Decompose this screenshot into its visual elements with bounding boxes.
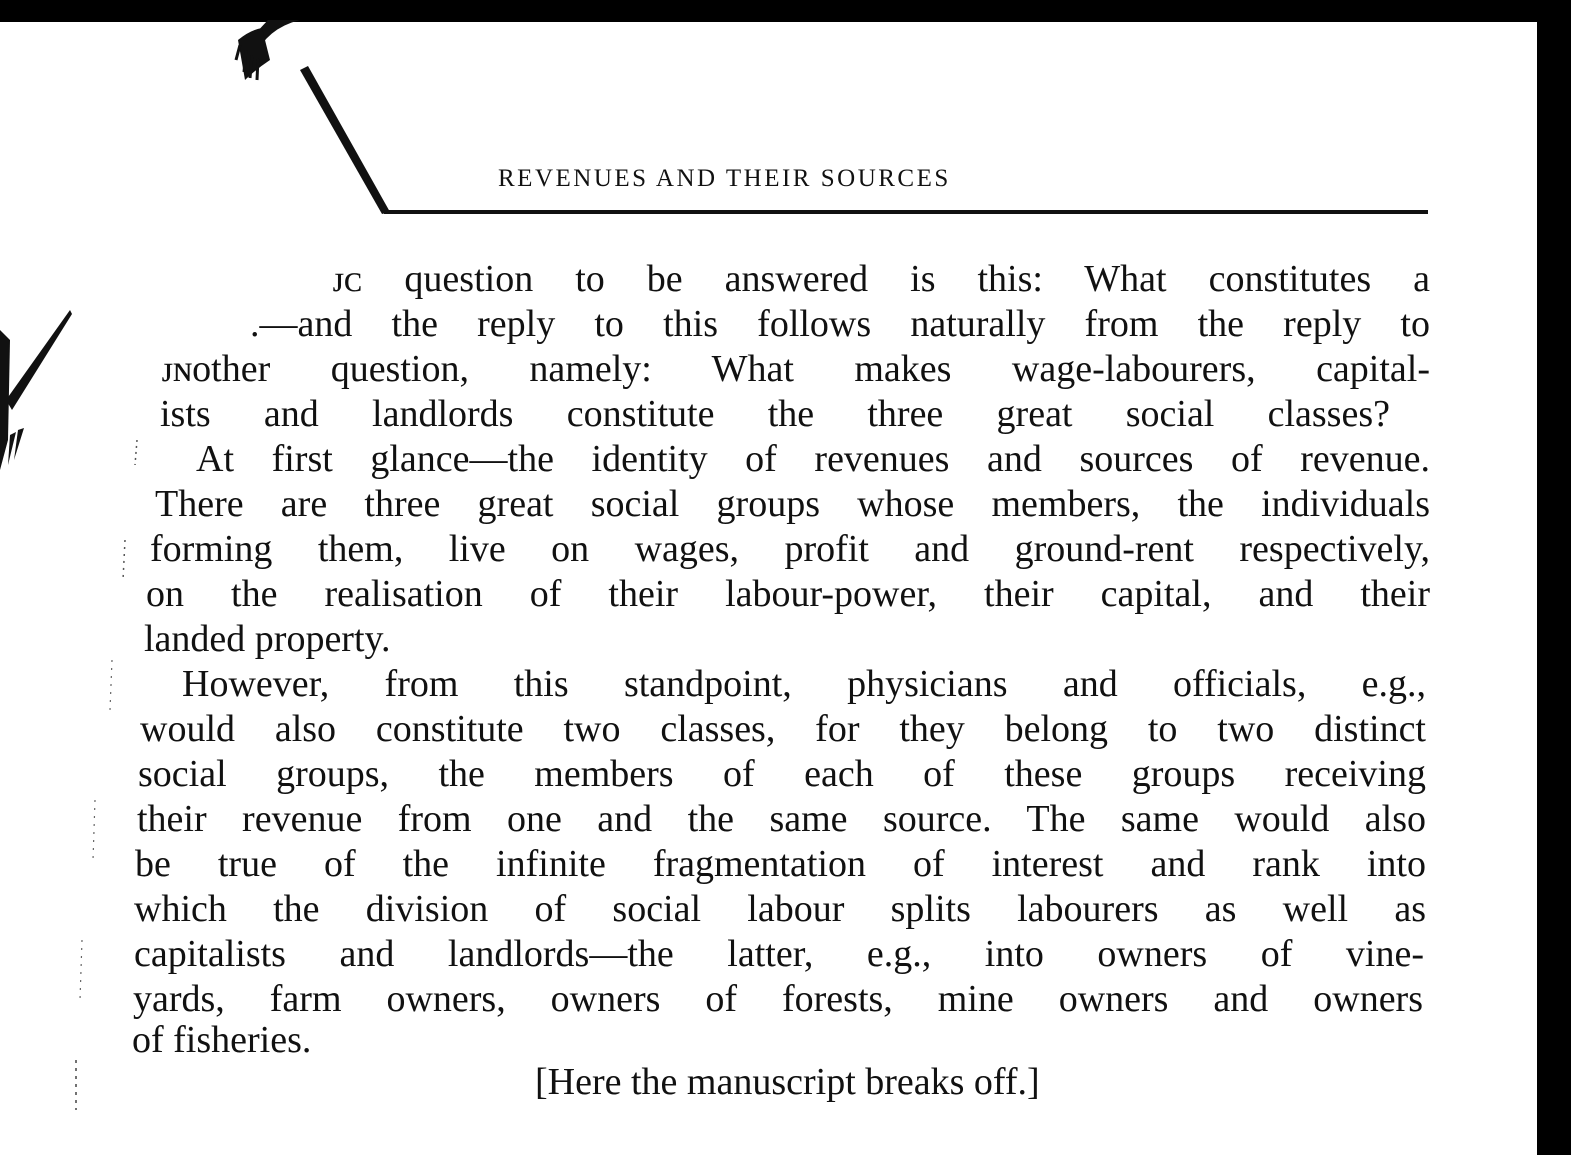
text-line: of fisheries. [132, 1019, 312, 1061]
text-line: forming them, live on wages, profit and ground-rent respectively, [150, 528, 1430, 570]
running-head: REVENUES AND THEIR SOURCES [498, 165, 951, 192]
text-line: landed property. [144, 618, 391, 660]
text-line: At first glance—the identity of revenues and sources of revenue. [196, 438, 1430, 480]
text-line: be true of the infinite fragmentation of interest and rank into [135, 843, 1426, 885]
text-line: .—and the reply to this follows naturally from the reply to [250, 303, 1430, 345]
text-line: There are three great social groups whose members, the individuals [155, 483, 1430, 525]
text-line: yards, farm owners, owners of forests, mine owners and owners [133, 978, 1423, 1020]
closing-note: [Here the manuscript breaks off.] [535, 1061, 1040, 1103]
text-line: would also constitute two classes, for they belong to two distinct [140, 708, 1426, 750]
text-line: ists and landlords constitute the three great social classes? [160, 393, 1390, 435]
text-line: capitalists and landlords—the latter, e.g., into owners of vine- [134, 933, 1424, 975]
text-line: ᴊɴother question, namely: What makes wage-labourers, capital- [162, 348, 1430, 390]
text-line: which the division of social labour splits labourers as well as [134, 888, 1426, 930]
text-line: on the realisation of their labour-power, their capital, and their [146, 573, 1430, 615]
text-line: However, from this standpoint, physicians and officials, e.g., [182, 663, 1426, 705]
text-line: ᴊᴄ question to be answered is this: What constitutes a [333, 258, 1430, 300]
text-line: their revenue from one and the same source. The same would also [137, 798, 1426, 840]
text-line: social groups, the members of each of these groups receiving [138, 753, 1426, 795]
